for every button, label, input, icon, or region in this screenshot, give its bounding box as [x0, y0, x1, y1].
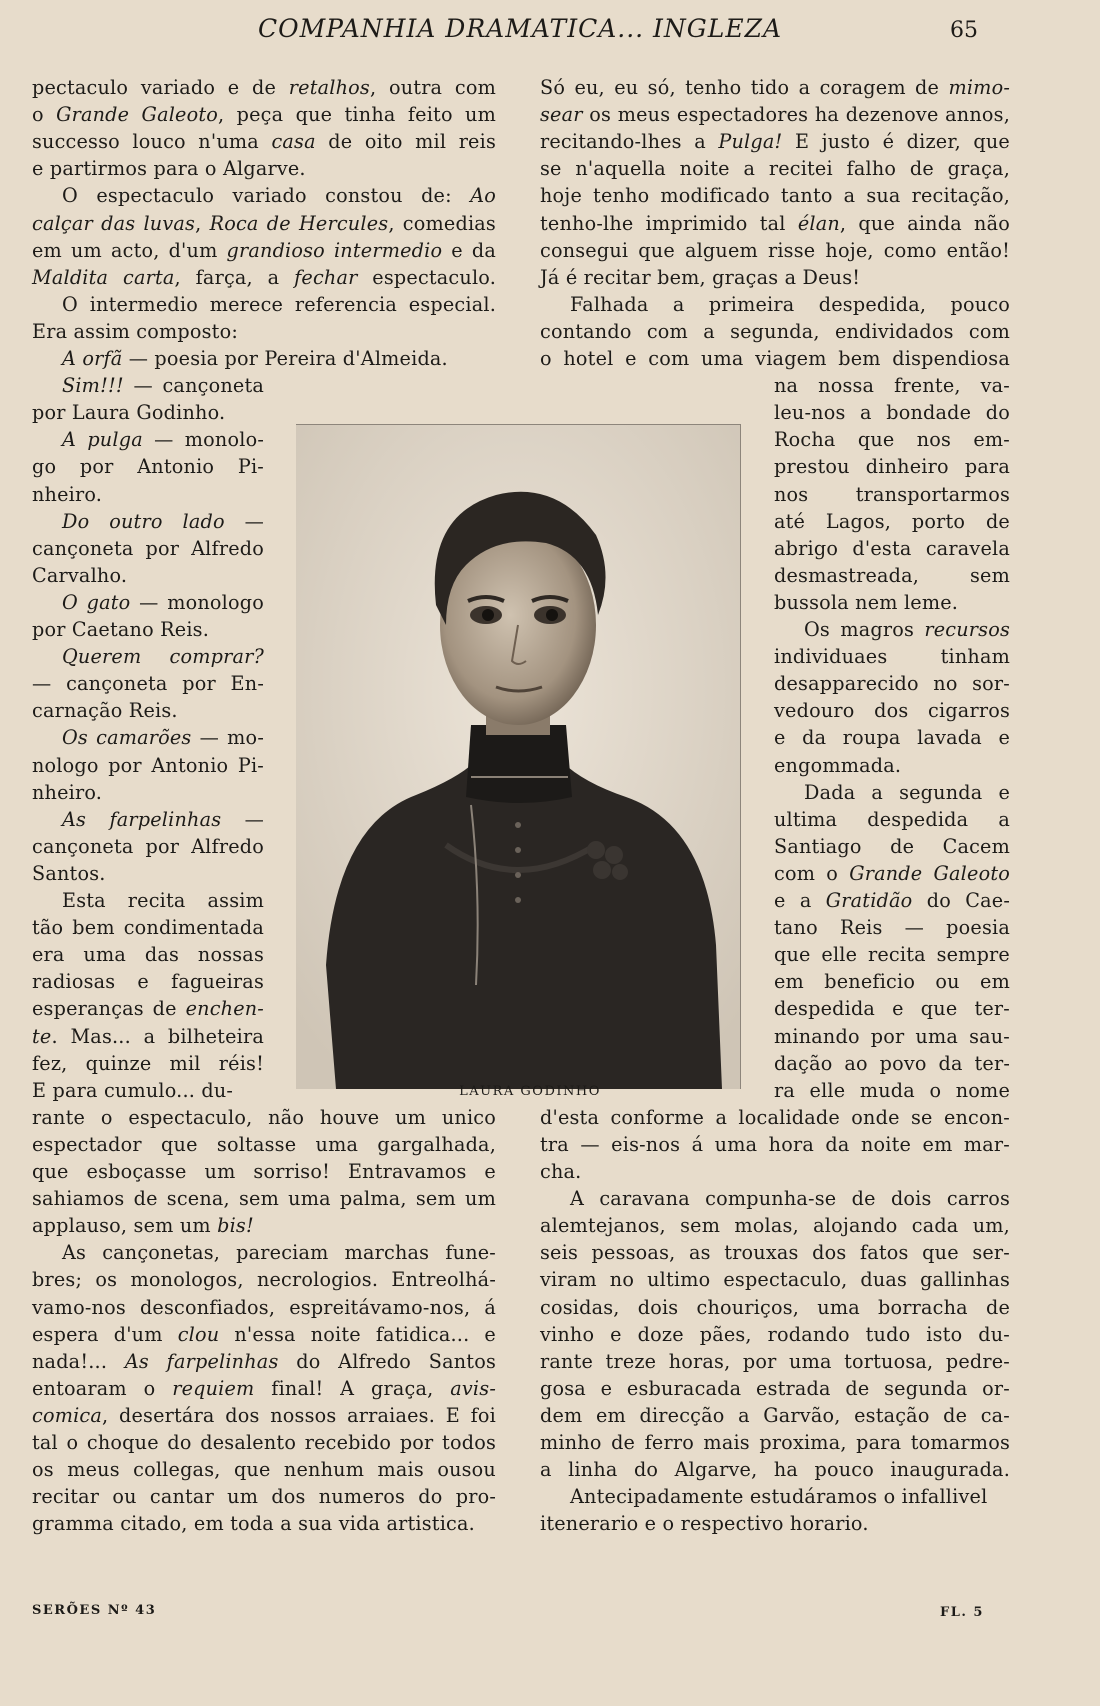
left-column-line: vamo-nos desconfiados, espreitávamo-nos, á	[32, 1295, 496, 1319]
left-column-line: comica, desertára dos nossos arraiaes. E foi	[32, 1403, 496, 1427]
right-column-line: abrigo d'esta caravela	[774, 536, 1010, 560]
right-column-line: minho de ferro mais proxima, para tomarmos	[540, 1431, 1010, 1454]
right-column-line: viram no ultimo espectaculo, duas gallinhas	[540, 1268, 1010, 1292]
left-column-line: por Caetano Reis.	[32, 618, 210, 641]
right-column-line: contando com a segunda, endividados com	[540, 319, 1010, 343]
left-column-line: em um acto, d'um grandioso intermedio e da	[32, 238, 496, 262]
photo-caption: LAURA GODINHO	[459, 1084, 601, 1099]
right-column-line: e a Gratidão do Cae-	[774, 889, 1010, 912]
right-column-line: Falhada a primeira despedida, pouco	[570, 292, 1010, 316]
right-column-line: nos transportarmos	[774, 482, 1010, 506]
left-column-line: nheiro.	[32, 780, 103, 804]
left-column-line: Sim!!! — cançoneta	[62, 374, 264, 398]
left-column-line: pectaculo variado e de retalhos, outra com	[32, 76, 496, 99]
right-column-line: consegui que alguem risse hoje, como então!	[540, 238, 1010, 262]
right-column-line: d'esta conforme a localidade onde se encon-	[540, 1105, 1010, 1129]
right-column-line: cha.	[540, 1160, 582, 1183]
right-column-line: vedouro dos cigarros	[774, 699, 1010, 723]
right-column-line: a linha do Algarve, ha pouco inaugurada.	[540, 1458, 1010, 1482]
right-column-line: cosidas, dois chouriços, uma borracha de	[540, 1295, 1010, 1319]
left-column-line: tão bem condimentada	[32, 916, 264, 940]
left-column-line: As farpelinhas —	[62, 807, 265, 831]
left-column-line: radiosas e fagueiras	[32, 970, 264, 994]
left-column-line: Os camarões — mo-	[62, 726, 264, 750]
left-column-line: nheiro.	[32, 482, 103, 506]
right-column-line: tra — eis-nos á uma hora da noite em mar-	[540, 1132, 1010, 1156]
left-column-line: Maldita carta, farça, a fechar espectaculo.	[32, 265, 496, 289]
right-column-line: despedida e que ter-	[774, 997, 1010, 1021]
right-column-line: tenho-lhe imprimido tal élan, que ainda não	[540, 211, 1010, 235]
right-column-line: individuaes tinham	[774, 645, 1010, 669]
left-column-line: Santos.	[32, 861, 106, 885]
left-column-line: O gato — monologo	[62, 590, 264, 614]
right-column-line: dem em direcção a Garvão, estação de ca-	[540, 1403, 1010, 1427]
right-column-line: A caravana compunha-se de dois carros	[570, 1187, 1010, 1211]
right-column-line: bussola nem leme.	[774, 590, 959, 614]
right-column-line: engommada.	[774, 753, 902, 777]
right-column-line: na nossa frente, va-	[774, 374, 1010, 398]
left-column-line: go por Antonio Pi-	[32, 455, 264, 479]
left-column-line: recitar ou cantar um dos numeros do pro-	[32, 1485, 496, 1509]
left-column-line: Carvalho.	[32, 563, 128, 587]
footer-issue: SERÕES Nº 43	[32, 1603, 157, 1618]
right-column-line: prestou dinheiro para	[774, 455, 1010, 479]
right-column-line: seis pessoas, as trouxas dos fatos que ser-	[540, 1241, 1010, 1265]
portrait-illustration	[296, 425, 740, 1089]
right-column-line: Já é recitar bem, graças a Deus!	[540, 265, 861, 289]
right-column-line: ra elle muda o nome	[774, 1078, 1010, 1102]
page-number: 65	[950, 18, 978, 43]
left-column-line: A pulga — monolo-	[62, 428, 265, 452]
right-column-line: minando por uma sau-	[774, 1024, 1010, 1048]
right-column-line: se n'aquella noite a recitei falho de graça,	[540, 157, 1010, 181]
left-column-line: successo louco n'uma casa de oito mil reis	[32, 130, 496, 154]
left-column-line: os meus collegas, que nenhum mais ousou	[32, 1458, 496, 1482]
right-column-line: ultima despedida a	[774, 807, 1010, 831]
left-column-line: gramma citado, em toda a sua vida artistica.	[32, 1512, 475, 1536]
right-column-line: alemtejanos, sem molas, alojando cada um,	[540, 1214, 1010, 1238]
left-column-line: era uma das nossas	[32, 943, 264, 967]
left-column-line: tal o choque do desalento recebido por todos	[32, 1431, 496, 1454]
left-column-line: As cançonetas, pareciam marchas fune-	[62, 1241, 496, 1265]
right-column-line: em beneficio ou em	[774, 970, 1010, 994]
left-column-line: cançoneta por Alfredo	[32, 536, 264, 560]
right-column-line: Rocha que nos em-	[774, 428, 1010, 452]
left-column-line: calçar das luvas, Roca de Hercules, comedias	[32, 211, 496, 235]
right-column-line: desmastreada, sem	[774, 563, 1010, 587]
left-column-line: que esboçasse um sorriso! Entravamos e	[32, 1160, 496, 1183]
left-column-line: Era assim composto:	[32, 319, 238, 343]
right-column-line: Antecipadamente estudáramos o infallivel	[570, 1485, 988, 1509]
left-column-line: applauso, sem um bis!	[32, 1214, 254, 1238]
footer-sheet: FL. 5	[940, 1605, 984, 1620]
left-column-line: o Grande Galeoto, peça que tinha feito um	[32, 103, 496, 127]
right-column-line: vinho e doze pães, rodando tudo isto du-	[540, 1322, 1010, 1346]
left-column-line: Do outro lado —	[62, 509, 264, 533]
right-column-line: dação ao povo da ter-	[774, 1051, 1010, 1075]
left-column-line: O espectaculo variado constou de: Ao	[62, 184, 496, 208]
right-column-line: e da roupa lavada e	[774, 726, 1010, 750]
portrait-photo	[296, 424, 741, 1089]
left-column-line: Querem comprar?	[62, 645, 264, 669]
left-column-line: rante o espectaculo, não houve um unico	[32, 1105, 496, 1129]
right-column-line: sear os meus espectadores ha dezenove annos,	[540, 103, 1010, 127]
left-column-line: fez, quinze mil réis!	[32, 1051, 264, 1075]
right-column-line: tano Reis — poesia	[774, 916, 1010, 940]
left-column-line: te. Mas... a bilheteira	[32, 1024, 264, 1048]
right-column-line: gosa e esburacada estrada de segunda or-	[540, 1376, 1010, 1400]
left-column-line: esperanças de enchen-	[32, 997, 264, 1021]
right-column-line: itenerario e o respectivo horario.	[540, 1512, 869, 1536]
left-column-line: — cançoneta por En-	[32, 672, 264, 696]
left-column-line: bres; os monologos, necrologios. Entreolhá-	[32, 1268, 496, 1292]
left-column-line: e partirmos para o Algarve.	[32, 157, 306, 181]
right-column-line: o hotel e com uma viagem bem dispendiosa	[540, 347, 1010, 370]
right-column-line: rante treze horas, por uma tortuosa, pedre-	[540, 1349, 1010, 1373]
right-column-line: hoje tenho modificado tanto a sua recitação,	[540, 184, 1010, 208]
left-column-line: entoaram o requiem final! A graça, avis-	[32, 1376, 496, 1400]
left-column-line: espera d'um clou n'essa noite fatidica... e	[32, 1322, 496, 1346]
right-column-line: Só eu, eu só, tenho tido a coragem de mimo-	[540, 76, 1010, 99]
left-column-line: A orfã — poesia por Pereira d'Almeida.	[62, 347, 448, 370]
left-column-line: espectador que soltasse uma gargalhada,	[32, 1132, 496, 1156]
left-column-line: nologo por Antonio Pi-	[32, 753, 264, 777]
left-column-line: Esta recita assim	[62, 889, 264, 912]
left-column-line: cançoneta por Alfredo	[32, 834, 264, 858]
left-column-line: O intermedio merece referencia especial.	[62, 292, 496, 316]
right-column-line: Santiago de Cacem	[774, 834, 1010, 858]
left-column-line: E para cumulo... du-	[32, 1078, 234, 1102]
right-column-line: Os magros recursos	[804, 618, 1010, 641]
left-column-line: nada!... As farpelinhas do Alfredo Santos	[32, 1349, 496, 1373]
running-header: COMPANHIA DRAMATICA... INGLEZA	[257, 14, 783, 43]
right-column-line: leu-nos a bondade do	[774, 401, 1010, 425]
right-column-line: Dada a segunda e	[804, 780, 1010, 804]
right-column-line: desapparecido no sor-	[774, 672, 1010, 696]
left-column-line: sahiamos de scena, sem uma palma, sem um	[32, 1187, 496, 1211]
right-column-line: até Lagos, porto de	[774, 509, 1010, 533]
right-column-line: que elle recita sempre	[774, 943, 1010, 967]
left-column-line: por Laura Godinho.	[32, 401, 226, 425]
left-column-line: carnação Reis.	[32, 699, 178, 723]
right-column-line: recitando-lhes a Pulga! E justo é dizer, que	[540, 130, 1010, 154]
right-column-line: com o Grande Galeoto	[774, 861, 1010, 885]
